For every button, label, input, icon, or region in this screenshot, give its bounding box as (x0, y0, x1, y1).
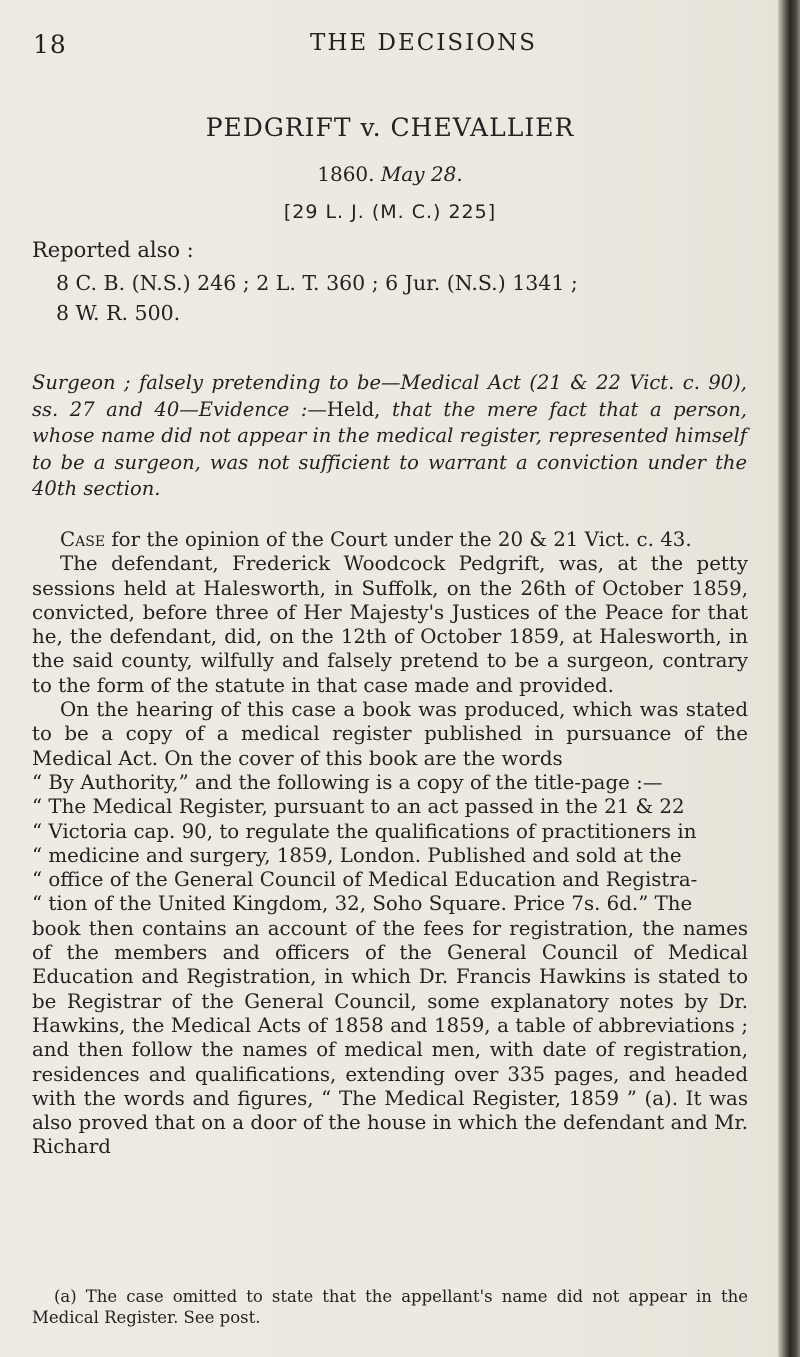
paragraph-1-text: for the opinion of the Court under the 20 & 21 Vict. c. 43. (105, 528, 692, 551)
page-header (0, 30, 780, 70)
quote-line: “ tion of the United Kingdom, 32, Soho Square. Price 7s. 6d.” The (32, 892, 693, 916)
paragraph-3-continued: book then contains an account of the fees for registration, the names of the members and officers of the General Council of Medical Education and Registration, in which Dr. Francis Hawkins is stated to be Registrar of the General Council, some explanatory notes by Dr. Hawkins, the Medical Acts of 1858 and 1859, a table of abbreviations ; and then follow the names of medical men, with date of registration, residences and qualifications, extending over 335 pages, and headed with the words and figures, “ The Medical Register, 1859 ” (a). It was also proved that on a door of the house in which the defendant and Mr. Richard (32, 916, 748, 1159)
report-citations (56, 268, 746, 328)
headnote-part-1: Surgeon ; falsely pretending to be—Medical Act (21 & 22 Vict. c. 90), ss. 27 and 40—Evidence :— (32, 371, 747, 421)
paragraph-register (32, 698, 748, 1160)
headnote (32, 370, 747, 503)
quote-line: “ medicine and surgery, 1859, London. Published and sold at the (32, 843, 682, 867)
case-year: 1860. (317, 162, 375, 186)
quote-line: “ Victoria cap. 90, to regulate the qualifications of practitioners in (32, 819, 697, 843)
footnote-a: (a) The case omitted to state that the appellant's name did not appear in the Medical Register. See post. (32, 1287, 748, 1327)
case-citation: [29 L. J. (M. C.) 225] (283, 201, 497, 223)
quote-line: “ office of the General Council of Medical Education and Registra- (32, 868, 698, 892)
case-title: PEDGRIFT v. CHEVALLIER (205, 113, 575, 142)
quote-line: “ By Authority,” and the following is a copy of the title-page :— (32, 770, 663, 794)
reports-line-2: 8 W. R. 500. (56, 301, 181, 325)
reports-line-1: 8 C. B. (N.S.) 246 ; 2 L. T. 360 ; 6 Jur. (N.S.) 1341 ; (56, 271, 578, 295)
case-month-day: May 28. (380, 162, 463, 186)
case-date (0, 162, 780, 186)
book-spine-edge (778, 0, 800, 1357)
reported-also-label: Reported also : (32, 238, 194, 262)
page-number: 18 (33, 30, 67, 59)
case-word: Case (60, 528, 106, 551)
judgment-body (32, 528, 748, 1160)
paragraph-conviction: The defendant, Frederick Woodcock Pedgrift, was, at the petty sessions held at Halesworth, in Suffolk, on the 26th of October 1859, convicted, before three of Her Majesty's Justices of the Peace for that he, the defendant, did, on the 12th of October 1859, at Halesworth, in the said county, wilfully and falsely pretend to be a surgeon, contrary to the form of the statute in that case made and provided. (32, 552, 748, 697)
paragraph-case-stated (32, 528, 748, 552)
headnote-part-2: that the mere fact that a person, whose name did not appear in the medical register, represented himself to be a surgeon, was not sufficient to warrant a conviction under the 40th section. (32, 397, 747, 500)
headnote-held: Held, (326, 397, 381, 421)
footnote (32, 1286, 748, 1328)
quote-line: “ The Medical Register, pursuant to an act passed in the 21 & 22 (32, 795, 685, 819)
running-title: THE DECISIONS (310, 30, 537, 56)
paragraph-3-text: On the hearing of this case a book was produced, which was stated to be a copy of a medical register published in pursuance of the Medical Act. On the cover of this book are the words (32, 698, 748, 770)
